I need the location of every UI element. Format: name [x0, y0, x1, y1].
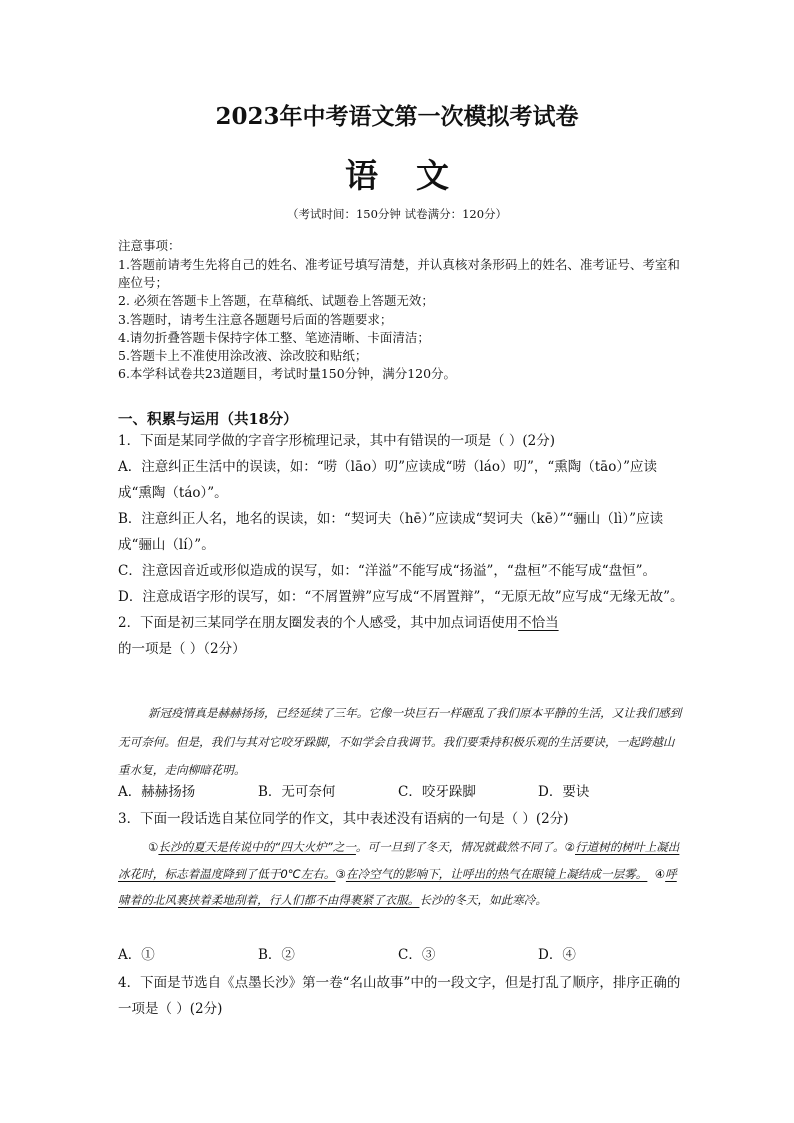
subject-heading: 语文	[345, 156, 487, 195]
note-item: 1.答题前请考生先将自己的姓名、准考证号填写清楚，并认真核对条形码上的姓名、准考证号、考室和座位号；	[118, 257, 680, 291]
question-2-option-b: B．无可奈何	[258, 784, 336, 800]
question-1	[118, 428, 684, 662]
question-3-passage: ①长沙的夏天是传说中的“四大火炉”之一。可一旦到了冬天，情况就截然不同了。②行道树的树叶上凝出冰花时，标志着温度降到了低于0℃左右。③在冷空气的影响下，让呼出的热气在眼镜上凝结成一层雾。 ④呼啸着的北风裹挟着柔地刮着，行人们都不由得裹紧了衣服。长沙的冬天，如此寒冷。	[118, 840, 680, 908]
note-item: 2. 必须在答题卡上答题，在草稿纸、试题卷上答题无效；	[118, 293, 434, 309]
question-1-option-a: A．注意纠正生活中的误读，如：“唠（lāo）叨”应读成“唠（láo）叨”，“熏陶（tāo）”应读成“熏陶（táo）”。	[118, 459, 657, 501]
question-1-option-b: B．注意纠正人名，地名的误读，如：“契诃夫（hē）”应读成“契诃夫（kē）”“骊山（lì）”应读成“骊山（lí）”。	[118, 511, 664, 553]
question-3-option-b: B．②	[258, 947, 295, 963]
sentence-2: 行道树的树叶上凝出冰花时，标志着温度降到了低于0℃左右。	[118, 840, 680, 881]
question-3-option-d: D．④	[538, 947, 576, 963]
question-3-option-c: C．③	[398, 947, 436, 963]
sentence-3: 在冷空气的影响下，让呼出的热气在眼镜上凝结成一层雾。	[345, 866, 648, 881]
sentence-1: 长沙的夏天是传说中的“四大火炉”之一	[158, 840, 356, 854]
question-3-stem: 3．下面一段话选自某位同学的作文，其中表述没有语病的一句是（ ）(2分)	[118, 811, 569, 827]
question-2-passage: 新冠疫情真是赫赫扬扬，已经延续了三年。它像一块巨石一样砸乱了我们原本平静的生活，又让我们感到无可奈何。但是，我们与其对它咬牙跺脚，不如学会自我调节。我们要秉持积极乐观的生活要诀，一起跨越山重水复，走向柳暗花明。	[118, 706, 682, 777]
notes-list	[118, 256, 684, 383]
question-1-option-d: D．注意成语字形的误写，如：“不屑置辨”应写成“不屑置辩”，“无原无故”应写成“无缘无故”。	[118, 589, 684, 605]
question-2-option-d: D．要诀	[538, 784, 590, 800]
question-2-option-c: C．咬牙跺脚	[398, 784, 476, 800]
question-1-stem: 1．下面是某同学做的字音字形梳理记录，其中有错误的一项是（ ）(2分)	[118, 433, 556, 449]
note-item: 4.请勿折叠答题卡保持字体工整、笔迹清晰、卡面清洁；	[118, 329, 430, 345]
time-info: （考试时间：150分钟 试卷满分：120分）	[286, 207, 508, 221]
exam-title: 2023年中考语文第一次模拟考试卷	[215, 103, 579, 130]
question-2-options	[118, 779, 684, 805]
question-4-stem: 4．下面是节选自《点墨长沙》第一卷“名山故事”中的一段文字，但是打乱了顺序，排序正确的一项是（ ）(2分)	[118, 975, 681, 1017]
note-item: 3.答题时，请考生注意各题题号后面的答题要求；	[118, 311, 393, 327]
question-3-option-a: A．①	[118, 947, 155, 963]
question-1-option-c: C．注意因音近或形似造成的误写，如：“洋溢”不能写成“扬溢”，“盘桓”不能写成“盘恒”。	[118, 563, 657, 579]
sentence-4: 呼啸着的北风裹挟着柔地刮着，行人们都不由得裹紧了衣服。	[118, 866, 677, 908]
underlined-word: 不恰当	[518, 615, 559, 631]
question-2-option-a: A．赫赫扬扬	[118, 784, 196, 800]
notes-heading: 注意事项：	[118, 238, 181, 253]
section-heading: 一、积累与运用（共18分）	[118, 411, 298, 428]
question-3-options	[118, 942, 684, 968]
note-item: 5.答题卡上不准使用涂改液、涂改胶和贴纸；	[118, 348, 368, 364]
question-2-stem: 2．下面是初三某同学在朋友圈发表的个人感受，其中加点词语使用不恰当的一项是（ ）（2分）	[118, 615, 559, 657]
note-item: 6.本学科试卷共23道题目，考试时量150分钟，满分120分。	[118, 366, 457, 382]
